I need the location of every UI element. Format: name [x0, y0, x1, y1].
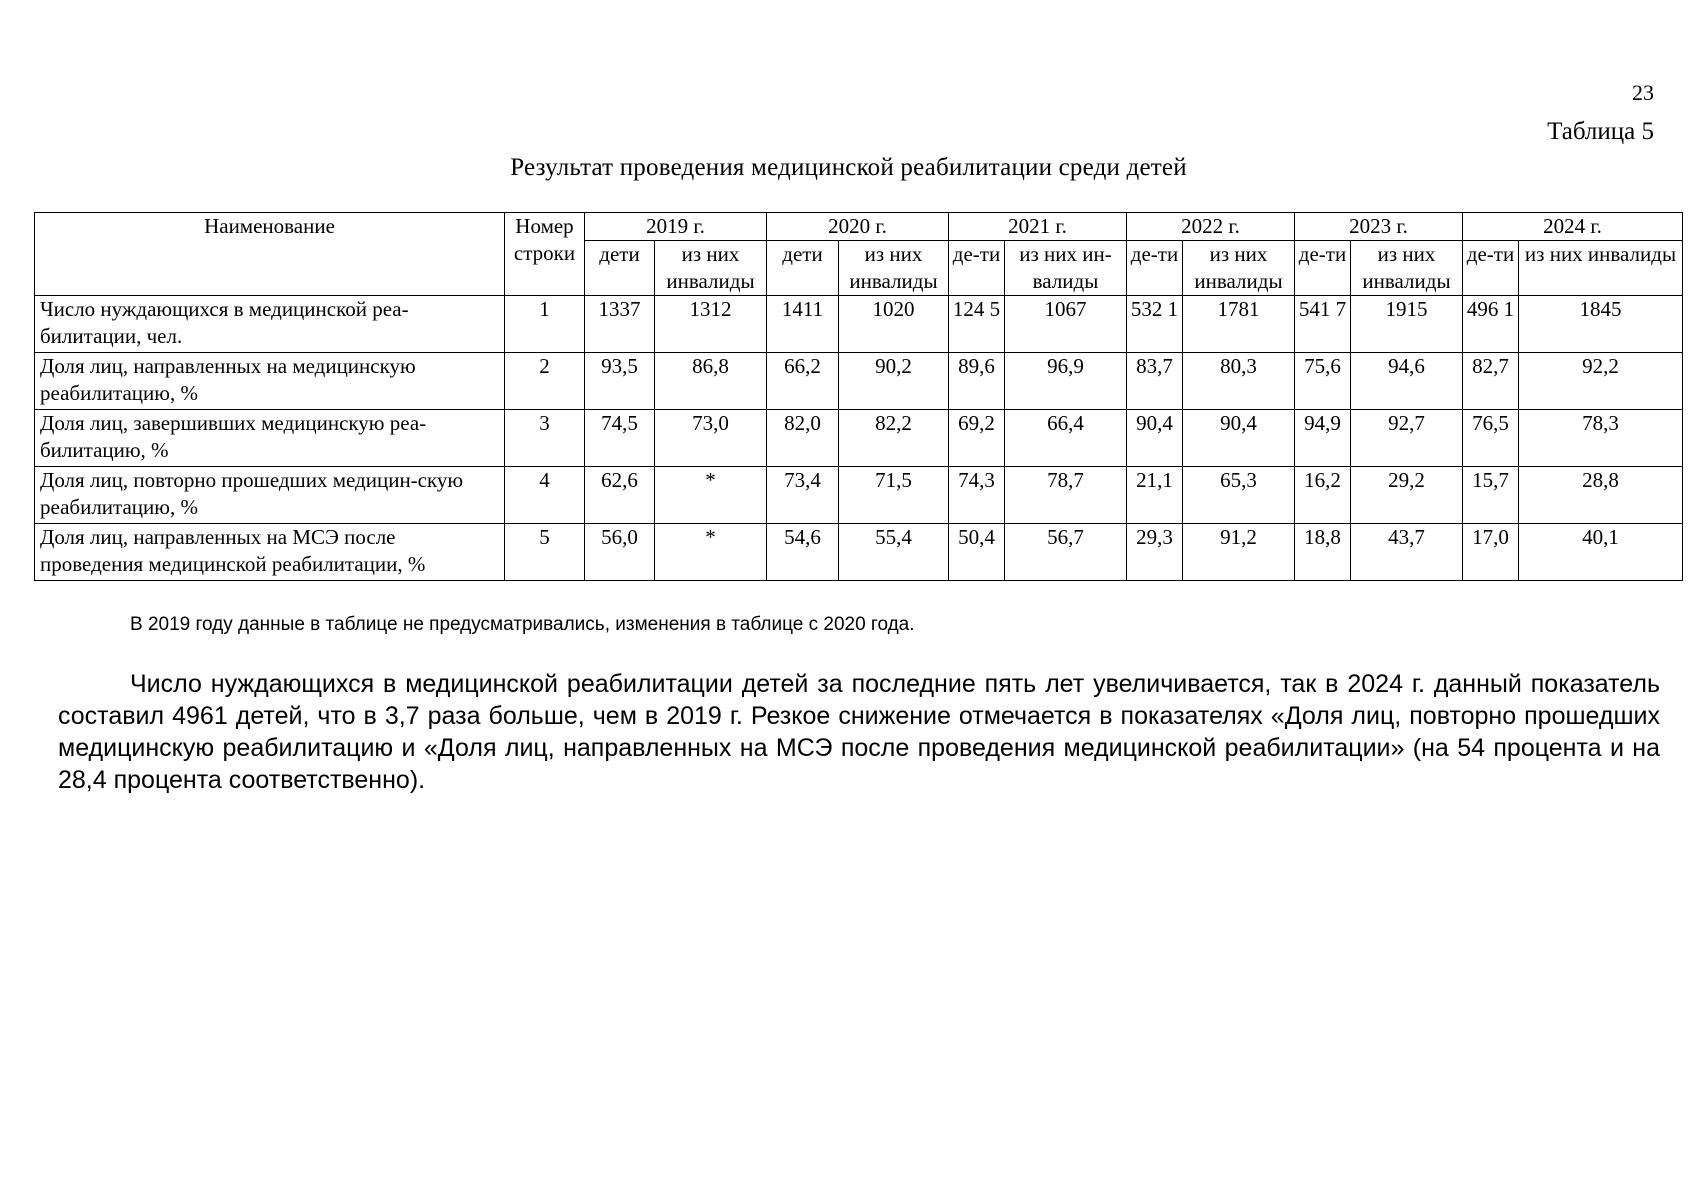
- table-cell: 90,4: [1127, 410, 1183, 467]
- table-cell: 74,3: [949, 467, 1005, 524]
- table-cell: 1337: [585, 296, 655, 353]
- table-cell: 65,3: [1183, 467, 1295, 524]
- table-cell: 496 1: [1463, 296, 1519, 353]
- table-cell: 1845: [1519, 296, 1683, 353]
- rehab-table: [34, 212, 1683, 581]
- table-label: Таблица 5: [1547, 118, 1654, 145]
- table-cell: 1312: [655, 296, 767, 353]
- table-cell: 80,3: [1183, 353, 1295, 410]
- header-year: 2023 г.: [1295, 213, 1463, 241]
- table-cell: *: [655, 467, 767, 524]
- table-row: [35, 353, 1683, 410]
- table-cell: 71,5: [839, 467, 949, 524]
- table-cell: 56,0: [585, 524, 655, 581]
- table-cell: 91,2: [1183, 524, 1295, 581]
- table-cell: 90,2: [839, 353, 949, 410]
- table-cell: *: [655, 524, 767, 581]
- table-cell: 92,2: [1519, 353, 1683, 410]
- table-cell: 89,6: [949, 353, 1005, 410]
- row-name: Доля лиц, направленных на МСЭ после проведения медицинской реабилитации, %: [35, 524, 505, 581]
- table-cell: 82,0: [767, 410, 839, 467]
- table-cell: 124 5: [949, 296, 1005, 353]
- header-sub: из них инвалиды: [1183, 241, 1295, 296]
- row-number: 3: [505, 410, 585, 467]
- table-cell: 55,4: [839, 524, 949, 581]
- row-name: Доля лиц, завершивших медицинскую реа-билитацию, %: [35, 410, 505, 467]
- header-year: 2021 г.: [949, 213, 1127, 241]
- header-sub: де-ти: [1463, 241, 1519, 296]
- table-cell: 17,0: [1463, 524, 1519, 581]
- table-cell: 1915: [1351, 296, 1463, 353]
- table-row: [35, 296, 1683, 353]
- header-year: 2020 г.: [767, 213, 949, 241]
- table-cell: 54,6: [767, 524, 839, 581]
- table-cell: 541 7: [1295, 296, 1351, 353]
- table-cell: 56,7: [1005, 524, 1127, 581]
- table-cell: 1020: [839, 296, 949, 353]
- table-title: Результат проведения медицинской реабилитации среди детей: [510, 154, 1187, 181]
- table-cell: 75,6: [1295, 353, 1351, 410]
- header-row-number: Номер строки: [505, 213, 585, 296]
- table-cell: 73,0: [655, 410, 767, 467]
- table-cell: 74,5: [585, 410, 655, 467]
- table-cell: 86,8: [655, 353, 767, 410]
- table-cell: 1411: [767, 296, 839, 353]
- row-name: Число нуждающихся в медицинской реа-билитации, чел.: [35, 296, 505, 353]
- header-year: 2024 г.: [1463, 213, 1683, 241]
- table-cell: 21,1: [1127, 467, 1183, 524]
- table-cell: 93,5: [585, 353, 655, 410]
- header-year: 2019 г.: [585, 213, 767, 241]
- table-cell: 66,4: [1005, 410, 1127, 467]
- table-cell: 78,3: [1519, 410, 1683, 467]
- table-cell: 94,9: [1295, 410, 1351, 467]
- table-cell: 15,7: [1463, 467, 1519, 524]
- table-cell: 82,7: [1463, 353, 1519, 410]
- row-number: 2: [505, 353, 585, 410]
- header-sub: из них инвалиды: [839, 241, 949, 296]
- table-cell: 18,8: [1295, 524, 1351, 581]
- header-sub: из них инвалиды: [655, 241, 767, 296]
- table-cell: 78,7: [1005, 467, 1127, 524]
- table-cell: 29,3: [1127, 524, 1183, 581]
- table-cell: 50,4: [949, 524, 1005, 581]
- table-cell: 82,2: [839, 410, 949, 467]
- table-cell: 40,1: [1519, 524, 1683, 581]
- table-cell: 83,7: [1127, 353, 1183, 410]
- table-cell: 16,2: [1295, 467, 1351, 524]
- header-sub: де-ти: [1295, 241, 1351, 296]
- header-sub: дети: [767, 241, 839, 296]
- row-number: 1: [505, 296, 585, 353]
- table-cell: 69,2: [949, 410, 1005, 467]
- table-cell: 66,2: [767, 353, 839, 410]
- header-sub: из них инвалиды: [1519, 241, 1683, 296]
- row-name: Доля лиц, повторно прошедших медицин-скую реабилитацию, %: [35, 467, 505, 524]
- table-cell: 28,8: [1519, 467, 1683, 524]
- body-paragraph: Число нуждающихся в медицинской реабилитации детей за последние пять лет увеличивается, так в 2024 г. данный показатель составил 4961 детей, что в 3,7 раза больше, чем в 2019 г. Резкое снижение отмечается в показателях «Доля лиц, повторно прошедших медицинскую реабилитацию и «Доля лиц, направленных на МСЭ после проведения медицинской реабилитации» (на 54 процента и на 28,4 процента соответственно).: [58, 670, 1660, 794]
- table-cell: 1067: [1005, 296, 1127, 353]
- header-name: Наименование: [35, 213, 505, 296]
- row-name: Доля лиц, направленных на медицинскую реабилитацию, %: [35, 353, 505, 410]
- table-cell: 73,4: [767, 467, 839, 524]
- footnote: В 2019 году данные в таблице не предусматривались, изменения в таблице с 2020 года.: [130, 614, 915, 635]
- header-sub: де-ти: [1127, 241, 1183, 296]
- table-cell: 76,5: [1463, 410, 1519, 467]
- header-year: 2022 г.: [1127, 213, 1295, 241]
- table-cell: 43,7: [1351, 524, 1463, 581]
- header-sub: дети: [585, 241, 655, 296]
- header-sub: из них ин-валиды: [1005, 241, 1127, 296]
- table-body: [35, 296, 1683, 581]
- table-cell: 92,7: [1351, 410, 1463, 467]
- table-row: [35, 467, 1683, 524]
- table-row: [35, 410, 1683, 467]
- table-cell: 62,6: [585, 467, 655, 524]
- table-cell: 532 1: [1127, 296, 1183, 353]
- page-number: 23: [1632, 80, 1654, 105]
- table-cell: 29,2: [1351, 467, 1463, 524]
- table-cell: 90,4: [1183, 410, 1295, 467]
- table-row: [35, 524, 1683, 581]
- header-sub: из них инвалиды: [1351, 241, 1463, 296]
- table-cell: 96,9: [1005, 353, 1127, 410]
- table-cell: 94,6: [1351, 353, 1463, 410]
- row-number: 5: [505, 524, 585, 581]
- table-cell: 1781: [1183, 296, 1295, 353]
- header-sub: де-ти: [949, 241, 1005, 296]
- row-number: 4: [505, 467, 585, 524]
